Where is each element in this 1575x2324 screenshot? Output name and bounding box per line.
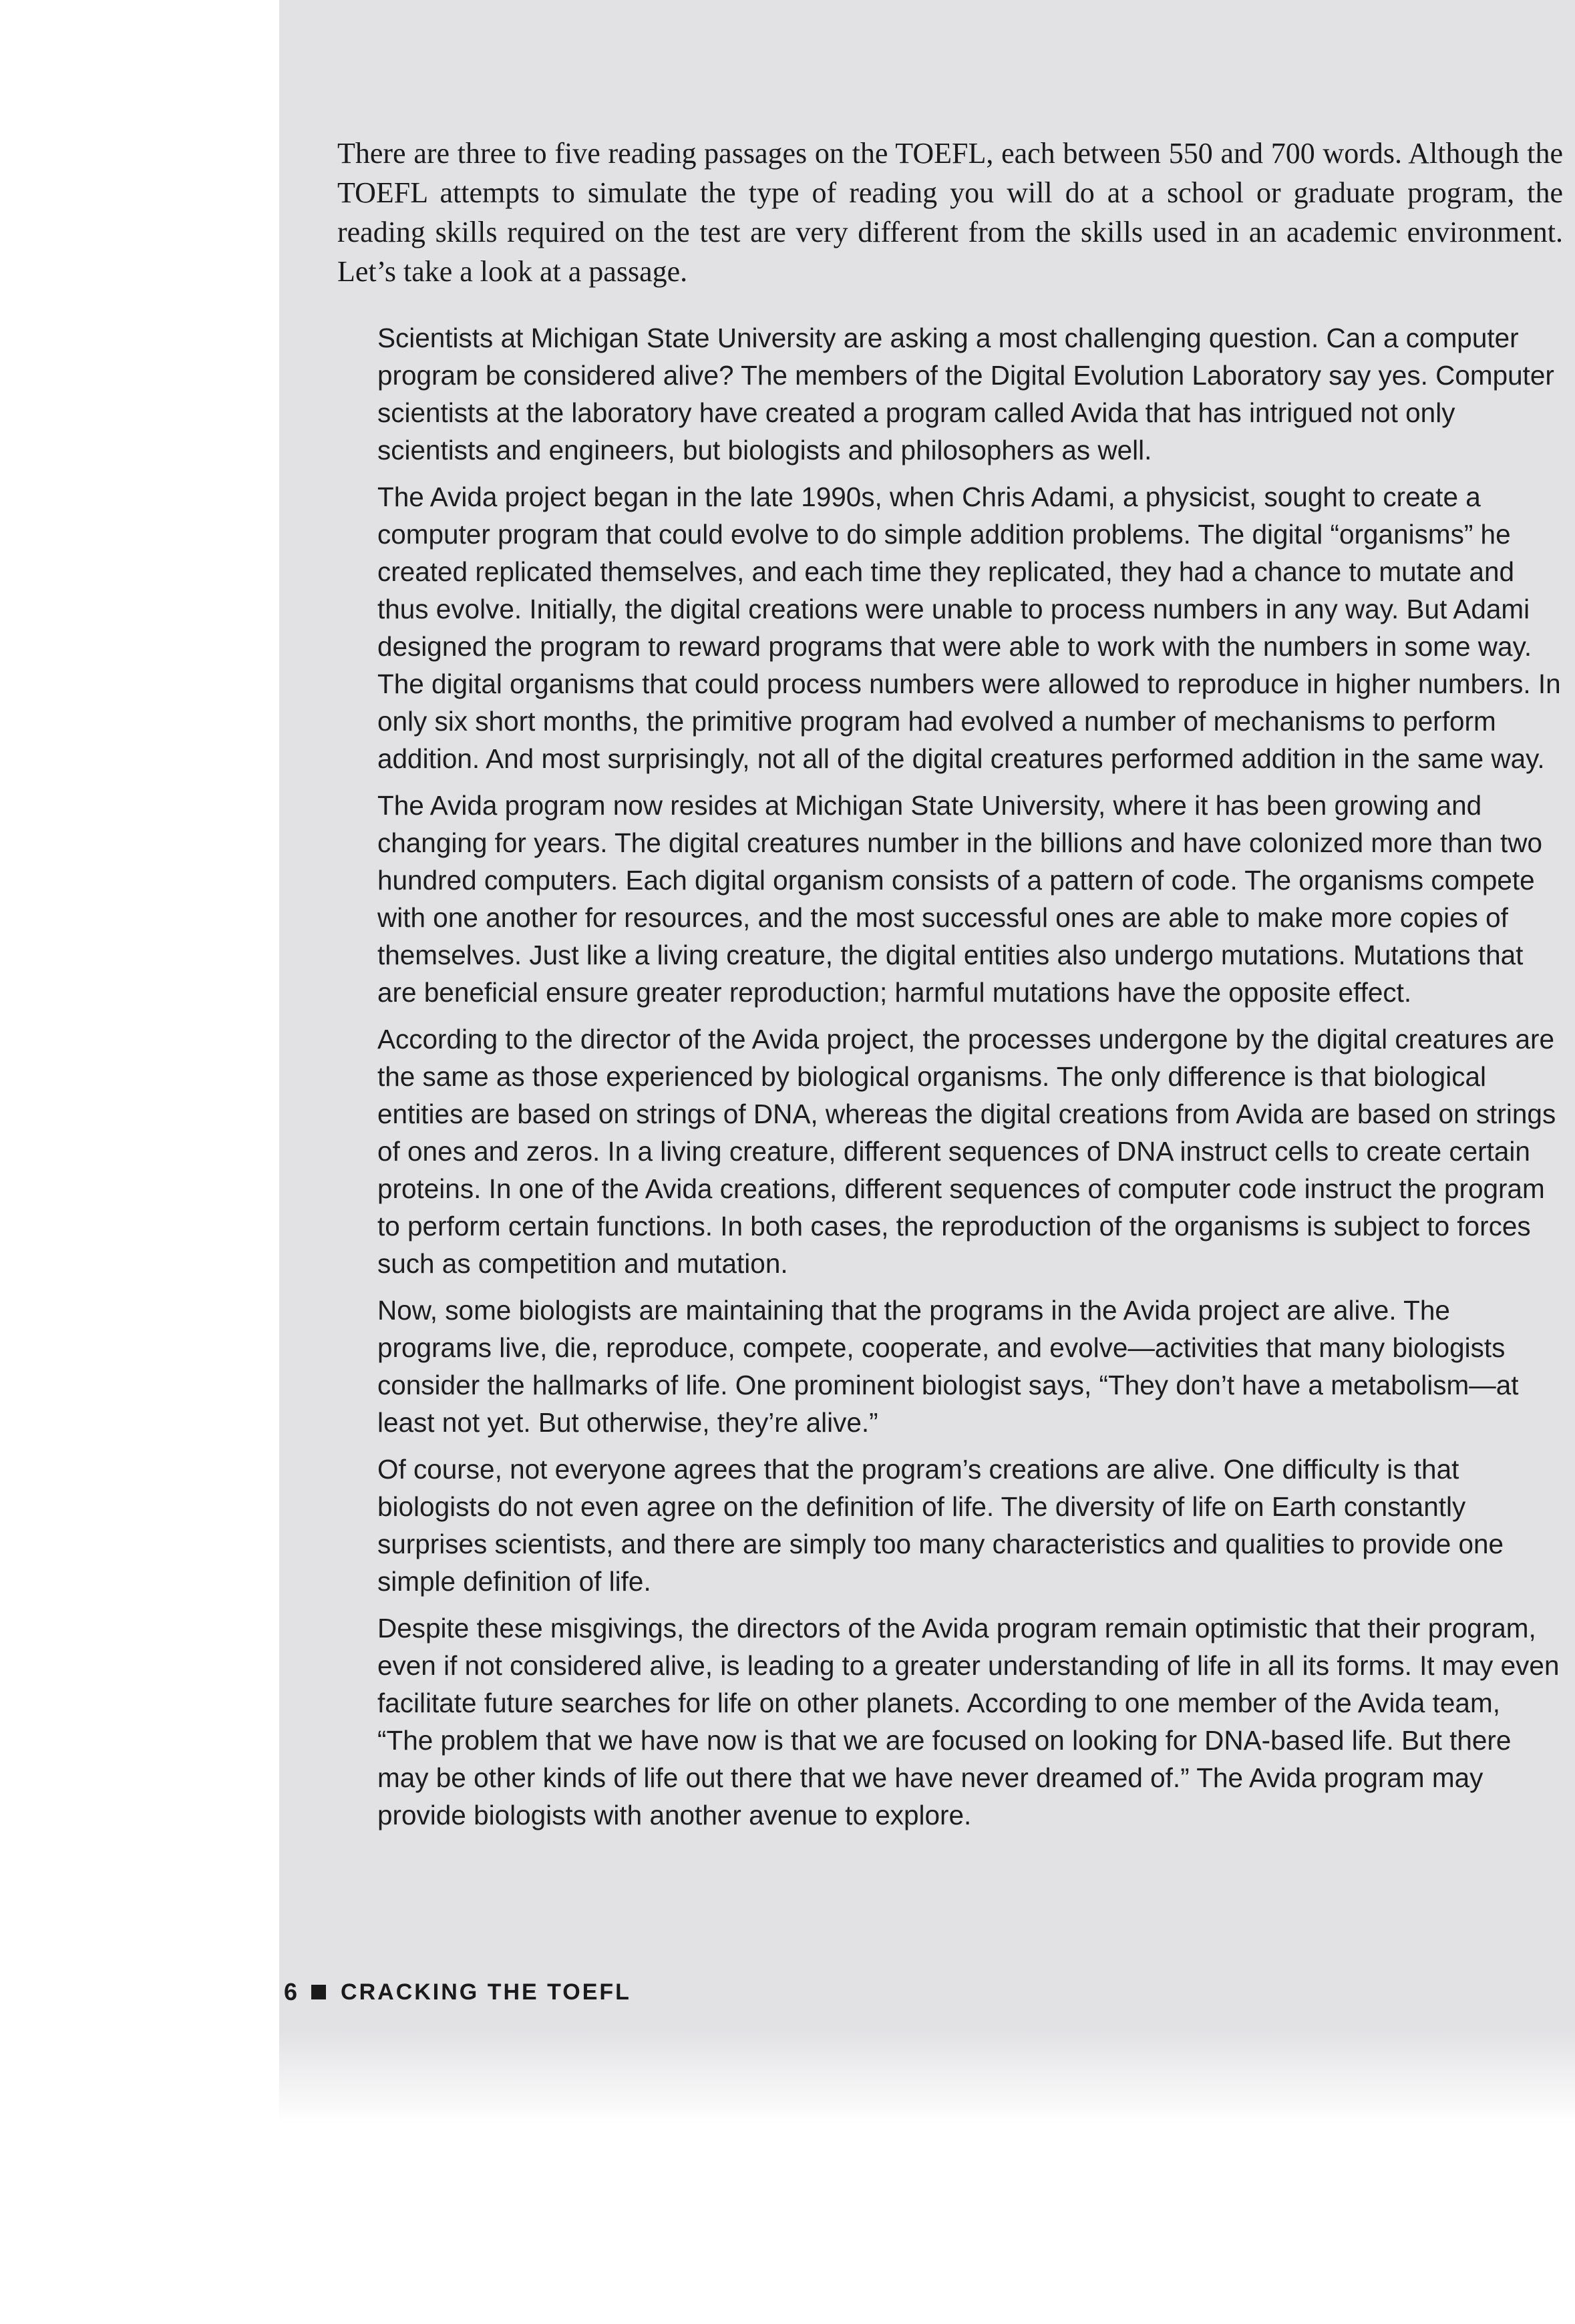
page-number: 6 xyxy=(284,1978,299,2005)
page-bottom-edge xyxy=(279,2030,1575,2124)
passage-paragraph-4: According to the director of the Avida project, the processes undergone by the digital creatures are the same as those experienced by biological organisms. The only difference is that biological entities are based on strings of DNA, whereas the digital creations from Avida are based on strings of ones and zeros. In a living creature, different sequences of DNA instruct cells to create certain proteins. In one of the Avida creations, different sequences of computer code instruct the program to perform certain functions. In both cases, the reproduction of the organisms is subject to forces such as competition and mutation. xyxy=(377,1024,1556,1279)
passage-paragraph-3: The Avida program now resides at Michigan State University, where it has been growing and changing for years. The digital creatures number in the billions and have colonized more than two hundred computers. Each digital organism consists of a pattern of code. The organisms compete with one another for resources, and the most successful ones are able to make more copies of themselves. Just like a living creature, the digital entities also undergo mutations. Mutations that are beneficial ensure greater reproduction; harmful mutations have the opposite effect. xyxy=(377,790,1543,1008)
passage-paragraph-6: Of course, not everyone agrees that the program’s creations are alive. One difficulty is that biologists do not even agree on the definition of life. The diversity of life on Earth constantly surprises scientists, and there are simply too many characteristics and qualities to provide one simple definition of life. xyxy=(377,1454,1504,1597)
passage-paragraph-1: Scientists at Michigan State University are asking a most challenging question. Can a computer program be considered alive? The members of the Digital Evolution Laboratory say yes. Computer scientists at the laboratory have created a program called Avida that has intrigued not only scientists and engineers, but biologists and philosophers as well. xyxy=(377,323,1554,465)
square-bullet-icon xyxy=(311,1985,326,1999)
passage-paragraph-2: The Avida project began in the late 1990s, when Chris Adami, a physicist, sought to create a computer program that could evolve to do simple addition problems. The digital “organisms” he created replicated themselves, and each time they replicated, they had a chance to mutate and thus evolve. Initially, the digital creations were unable to process numbers in any way. But Adami designed the program to reward programs that were able to work with the numbers in some way. The digital organisms that could process numbers were allowed to reproduce in higher numbers. In only six short months, the primitive program had evolved a number of mechanisms to perform addition. And most surprisingly, not all of the digital creatures performed addition in the same way. xyxy=(377,481,1561,774)
reading-passage xyxy=(377,319,1563,1843)
passage-paragraph-7: Despite these misgivings, the directors of the Avida program remain optimistic that their program, even if not considered alive, is leading to a greater understanding of life in all its forms. It may even facilitate future searches for life on other planets. According to one member of the Avida team, “The problem that we have now is that we are focused on looking for DNA-based life. But there may be other kinds of life out there that we have never dreamed of.” The Avida program may provide biologists with another avenue to explore. xyxy=(377,1613,1560,1830)
page-footer xyxy=(284,1978,631,2006)
passage-paragraph-5: Now, some biologists are maintaining that the programs in the Avida project are alive. The programs live, die, reproduce, compete, cooperate, and evolve—activities that many biologists consider the hallmarks of life. One prominent biologist says, “They don’t have a metabolism—at least not yet. But otherwise, they’re alive.” xyxy=(377,1295,1519,1438)
running-title: CRACKING THE TOEFL xyxy=(341,1979,631,2005)
intro-paragraph: There are three to five reading passages on the TOEFL, each between 550 and 700 words. Although the TOEFL attempts to simulate the type of reading you will do at a school or graduate program, the reading skills required on the test are very different from the skills used in an academic environment. Let’s take a look at a passage. xyxy=(337,137,1563,288)
